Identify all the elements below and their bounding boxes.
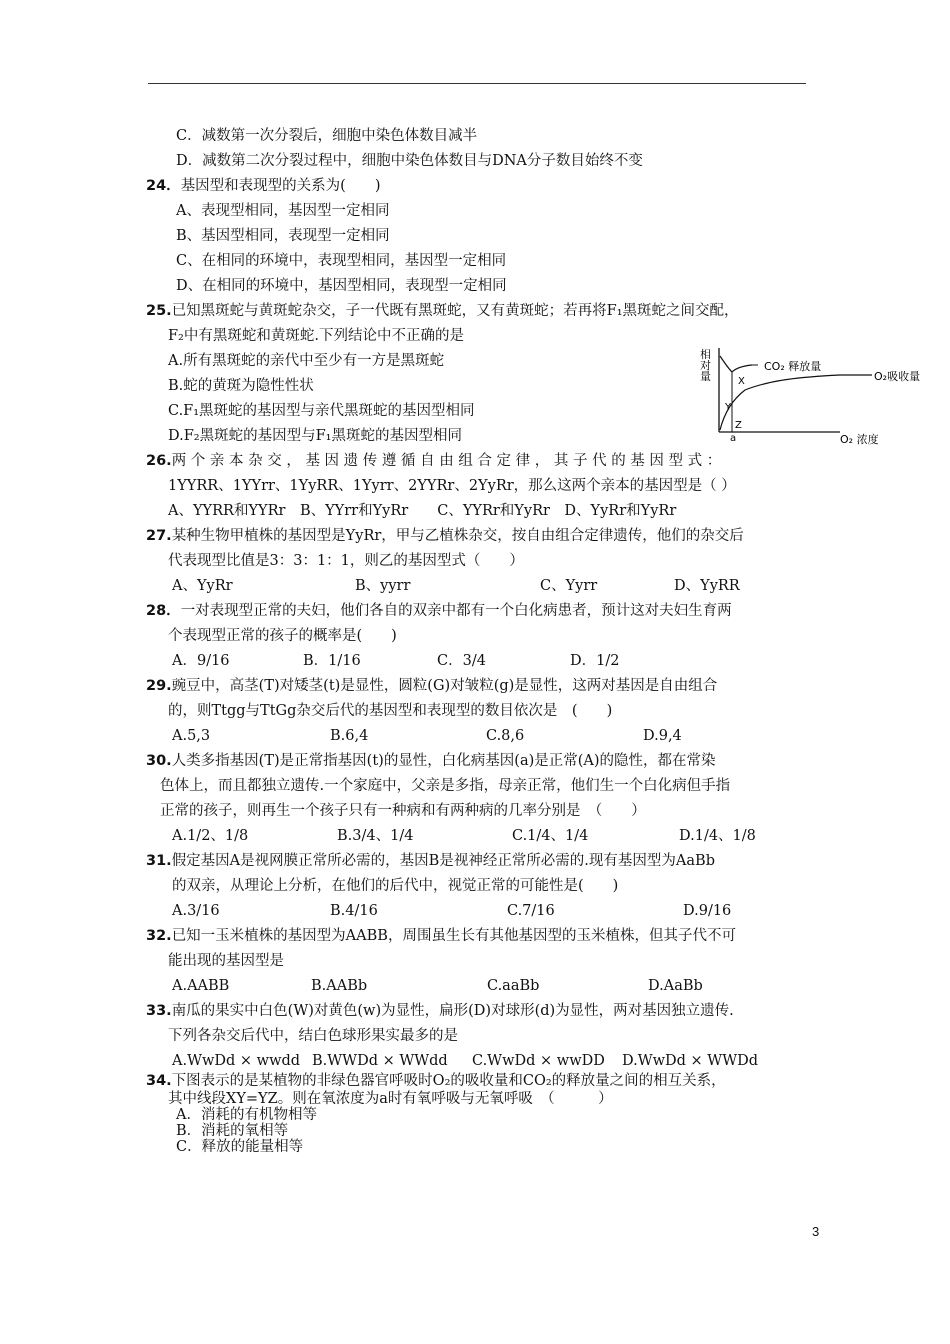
q27-stem-text: 某种生物甲植株的基因型是YyRr，甲与乙植株杂交，按自由组合定律遗传，他们的杂交后 bbox=[171, 528, 744, 544]
q27-stem bbox=[146, 527, 744, 545]
point-x-label: X bbox=[738, 376, 745, 387]
q29-option-b: B.6,4 bbox=[330, 728, 369, 744]
q31-option-c: C.7/16 bbox=[507, 903, 555, 919]
q29-stem-line2: 的，则Ttgg与TtGg杂交后代的基因型和表现型的数目依次是 ( ) bbox=[168, 703, 613, 719]
y-axis-label-3: 量 bbox=[700, 370, 711, 383]
q25-option-b: B.蛇的黄斑为隐性性状 bbox=[168, 378, 314, 394]
q30-stem-line2: 色体上，而且都独立遗传.一个家庭中，父亲是多指，母亲正常，他们生一个白化病但手指 bbox=[160, 778, 731, 794]
co2-curve bbox=[720, 356, 752, 372]
q33-stem bbox=[146, 1002, 734, 1020]
q30-option-d: D.1/4、1/8 bbox=[679, 828, 756, 844]
question-number: 26. bbox=[146, 453, 172, 469]
q28-option-a: A．9/16 bbox=[172, 653, 230, 669]
q28-stem-text: 一对表现型正常的夫妇，他们各自的双亲中都有一个白化病患者，预计这对夫妇生育两 bbox=[180, 603, 732, 619]
q23-option-c: C．减数第一次分裂后，细胞中染色体数目减半 bbox=[176, 128, 478, 144]
q25-stem bbox=[146, 302, 739, 320]
q33-option-a: A.WwDd × wwdd bbox=[172, 1053, 301, 1069]
q34-stem-line2: 其中线段XY=YZ。则在氧浓度为a时有氧呼吸与无氧呼吸 （ ） bbox=[168, 1091, 613, 1107]
q31-option-d: D.9/16 bbox=[683, 903, 732, 919]
q24-option-d: D、在相同的环境中，基因型相同，表现型一定相同 bbox=[176, 278, 507, 294]
q32-option-d: D.AaBb bbox=[648, 978, 703, 994]
question-number: 33. bbox=[146, 1003, 172, 1019]
q28-stem bbox=[146, 602, 732, 620]
question-number: 30. bbox=[146, 753, 172, 769]
question-number: 24． bbox=[146, 178, 181, 194]
question-number: 32. bbox=[146, 928, 172, 944]
q28-option-d: D．1/2 bbox=[570, 653, 620, 669]
question-number: 29. bbox=[146, 678, 172, 694]
q25-stem-text: 已知黑斑蛇与黄斑蛇杂交，子一代既有黑斑蛇，又有黄斑蛇；若再将F₁黑斑蛇之间交配， bbox=[171, 303, 739, 319]
question-number: 27. bbox=[146, 528, 172, 544]
q34-option-b: B．消耗的氧相等 bbox=[176, 1123, 289, 1139]
q34-stem-text: 下图表示的是某植物的非绿色器官呼吸时O₂的吸收量和CO₂的释放量之间的相互关系， bbox=[171, 1073, 726, 1089]
q33-stem-text: 南瓜的果实中白色(W)对黄色(w)为显性，扁形(D)对球形(d)为显性，两对基因独立遗传. bbox=[171, 1003, 734, 1019]
respiration-graph bbox=[690, 344, 946, 448]
q24-option-b: B、基因型相同，表现型一定相同 bbox=[176, 228, 390, 244]
q24-option-c: C、在相同的环境中，表现型相同，基因型一定相同 bbox=[176, 253, 507, 269]
q34-option-c: C．释放的能量相等 bbox=[176, 1139, 304, 1155]
q29-stem-text: 豌豆中，高茎(T)对矮茎(t)是显性，圆粒(G)对皱粒(g)是显性，这两对基因是自由组合 bbox=[171, 678, 718, 694]
q31-stem-text: 假定基因A是视网膜正常所必需的，基因B是视神经正常所必需的.现有基因型为AaBb bbox=[171, 853, 715, 869]
q32-option-c: C.aaBb bbox=[487, 978, 540, 994]
q27-stem-line2: 代表现型比值是3：3：1：1，则乙的基因型式（ ） bbox=[168, 553, 524, 569]
q33-option-d: D.WwDd × WWDd bbox=[622, 1053, 759, 1069]
q30-option-c: C.1/4、1/4 bbox=[512, 828, 589, 844]
q27-option-b: B、yyrr bbox=[355, 578, 411, 594]
q34-option-a: A．消耗的有机物相等 bbox=[176, 1107, 317, 1123]
q24-option-a: A、表现型相同，基因型一定相同 bbox=[176, 203, 390, 219]
q31-option-b: B.4/16 bbox=[330, 903, 378, 919]
q28-stem-line2: 个表现型正常的孩子的概率是( ) bbox=[168, 628, 397, 644]
q25-option-d: D.F₂黑斑蛇的基因型与F₁黑斑蛇的基因型相同 bbox=[168, 428, 462, 444]
q32-stem-line2: 能出现的基因型是 bbox=[168, 953, 284, 969]
y-axis-label-1: 相 bbox=[700, 348, 711, 361]
q23-option-d: D．减数第二次分裂过程中，细胞中染色体数目与DNA分子数目始终不变 bbox=[176, 153, 643, 169]
page-number: 3 bbox=[812, 1224, 820, 1239]
question-number: 28． bbox=[146, 603, 181, 619]
q29-stem bbox=[146, 677, 717, 695]
q26-options: A、YYRR和YYRr B、YYrr和YyRr C、YYRr和YyRr D、YyRr和YyRr bbox=[168, 503, 677, 519]
q32-option-b: B.AABb bbox=[311, 978, 368, 994]
q24-stem bbox=[146, 177, 381, 195]
q27-option-a: A、YyRr bbox=[172, 578, 233, 594]
q30-stem bbox=[146, 752, 716, 770]
q30-option-a: A.1/2、1/8 bbox=[172, 828, 249, 844]
q32-stem bbox=[146, 927, 736, 945]
point-y-label: Y bbox=[725, 402, 732, 413]
q32-option-a: A.AABB bbox=[172, 978, 230, 994]
q33-option-b: B.WWDd × WWdd bbox=[312, 1053, 448, 1069]
q28-option-b: B．1/16 bbox=[303, 653, 361, 669]
co2-label: CO₂ 释放量 bbox=[764, 360, 822, 373]
q34-stem bbox=[146, 1072, 726, 1090]
q26-stem bbox=[146, 452, 721, 470]
q31-option-a: A.3/16 bbox=[172, 903, 220, 919]
q30-stem-line3: 正常的孩子，则再生一个孩子只有一种病和有两种病的几率分别是 （ ） bbox=[160, 803, 646, 819]
q30-option-b: B.3/4、1/4 bbox=[337, 828, 414, 844]
q33-stem-line2: 下列各杂交后代中，结白色球形果实最多的是 bbox=[168, 1028, 458, 1044]
question-number: 31. bbox=[146, 853, 172, 869]
q26-stem-line2: 1YYRR、1YYrr、1YyRR、1Yyrr、2YYRr、2YyRr，那么这两个亲本的基因型是（ ） bbox=[168, 478, 736, 494]
q29-option-d: D.9,4 bbox=[643, 728, 682, 744]
y-axis-label-2: 对 bbox=[700, 359, 711, 372]
question-number: 34. bbox=[146, 1073, 172, 1089]
q29-option-c: C.8,6 bbox=[486, 728, 525, 744]
q30-stem-text: 人类多指基因(T)是正常指基因(t)的显性，白化病基因(a)是正常(A)的隐性，都在常染 bbox=[171, 753, 716, 769]
question-number: 25. bbox=[146, 303, 172, 319]
q27-option-c: C、Yyrr bbox=[540, 578, 598, 594]
q32-stem-text: 已知一玉米植株的基因型为AABB，周围虽生长有其他基因型的玉米植株，但其子代不可 bbox=[171, 928, 736, 944]
point-a-label: a bbox=[730, 433, 737, 444]
q29-option-a: A.5,3 bbox=[172, 728, 211, 744]
q25-stem-line2: F₂中有黑斑蛇和黄斑蛇.下列结论中不正确的是 bbox=[168, 328, 464, 344]
q31-stem-line2: 的双亲，从理论上分析，在他们的后代中，视觉正常的可能性是( ) bbox=[172, 878, 619, 894]
q33-option-c: C.WwDd × wwDD bbox=[472, 1053, 605, 1069]
q31-stem bbox=[146, 852, 715, 870]
header-rule bbox=[148, 83, 806, 84]
q25-option-a: A.所有黑斑蛇的亲代中至少有一方是黑斑蛇 bbox=[168, 353, 445, 369]
point-z-label: Z bbox=[735, 420, 742, 431]
o2-label: O₂吸收量 bbox=[874, 370, 921, 383]
q27-option-d: D、YyRR bbox=[674, 578, 740, 594]
q25-option-c: C.F₁黑斑蛇的基因型与亲代黑斑蛇的基因型相同 bbox=[168, 403, 475, 419]
q28-option-c: C．3/4 bbox=[437, 653, 486, 669]
q26-stem-text: 两 个 亲 本 杂 交 ， 基 因 遗 传 遵 循 自 由 组 合 定 律 ， 其 子 代 的 基 因 型 式 ： bbox=[171, 453, 722, 469]
q24-stem-text: 基因型和表现型的关系为( ) bbox=[180, 178, 381, 194]
x-axis-label: O₂ 浓度 bbox=[840, 433, 879, 446]
